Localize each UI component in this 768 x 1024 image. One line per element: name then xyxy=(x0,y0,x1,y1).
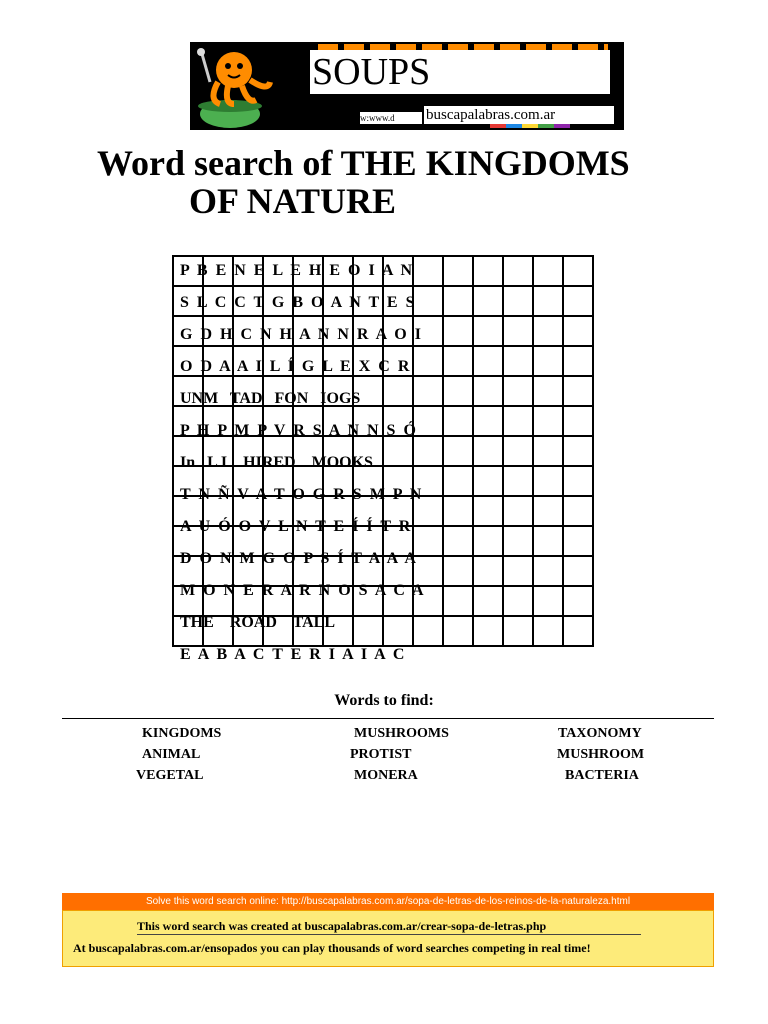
brand-name: SOUPS xyxy=(310,50,610,94)
grid-row-letters: S L C C T G B O A N T E S xyxy=(180,294,415,311)
grid-row-letters: E A B A C T E R I A I A C xyxy=(180,646,405,663)
site-banner xyxy=(190,42,624,130)
word-item: KINGDOMS xyxy=(142,726,222,741)
word-item: BACTERIA xyxy=(565,768,639,783)
banner-url[interactable]: buscapalabras.com.ar xyxy=(424,106,614,124)
grid-row-letters: O D A A I L Í G L E X C R xyxy=(180,358,410,375)
grid-row-letters: T N Ñ V A T O G R S M P N xyxy=(180,486,422,503)
words-heading: Words to find: xyxy=(334,692,434,709)
title-line-1: Word search of THE KINGDOMS xyxy=(97,143,630,183)
grid-row-letters: THE ROAD TALL xyxy=(180,614,335,631)
grid-row-letters: G D H C N H A N N R A O I xyxy=(180,326,421,343)
solve-online-link[interactable]: Solve this word search online: http://buscapalabras.com.ar/sopa-de-letras-de-los-reinos-de-la-naturaleza.html xyxy=(62,893,714,910)
grid-row-letters: UNM TAD FON IOGS xyxy=(180,390,361,407)
grid-row-letters: D O N M G O P S Í T A A A xyxy=(180,550,416,567)
octopus-pot-logo xyxy=(190,42,290,130)
grid-row-letters: P H P M P V R S A N N S Ó xyxy=(180,422,416,439)
created-at-link[interactable]: This word search was created at buscapalabras.com.ar/crear-sopa-de-letras.php xyxy=(137,919,641,935)
word-item: MONERA xyxy=(354,768,418,783)
grid-row-letters: P B E N E L E H E O I A N xyxy=(180,262,413,279)
title-line-2: OF NATURE xyxy=(189,181,396,221)
banner-color-strip xyxy=(490,124,570,128)
grid-row-letters: A U Ó O V L N T E Í Í T R xyxy=(180,518,411,535)
word-item: TAXONOMY xyxy=(558,726,642,741)
word-item: PROTIST xyxy=(350,747,412,762)
word-item: MUSHROOM xyxy=(557,747,645,762)
page-title xyxy=(97,144,717,220)
word-item: ANIMAL xyxy=(142,747,201,762)
word-item: VEGETAL xyxy=(136,768,204,783)
divider xyxy=(62,718,714,719)
grid-row-letters: M O N E R A R N O S A C A xyxy=(180,582,424,599)
grid-row-letters: In L I HIRED MOOKS xyxy=(180,454,373,471)
word-item: MUSHROOMS xyxy=(354,726,449,741)
play-online-text[interactable]: At buscapalabras.com.ar/ensopados you can play thousands of word searches competing in real time! xyxy=(73,941,591,955)
banner-url-prefix: w:www.d xyxy=(360,112,422,124)
footer-notice xyxy=(62,910,714,967)
